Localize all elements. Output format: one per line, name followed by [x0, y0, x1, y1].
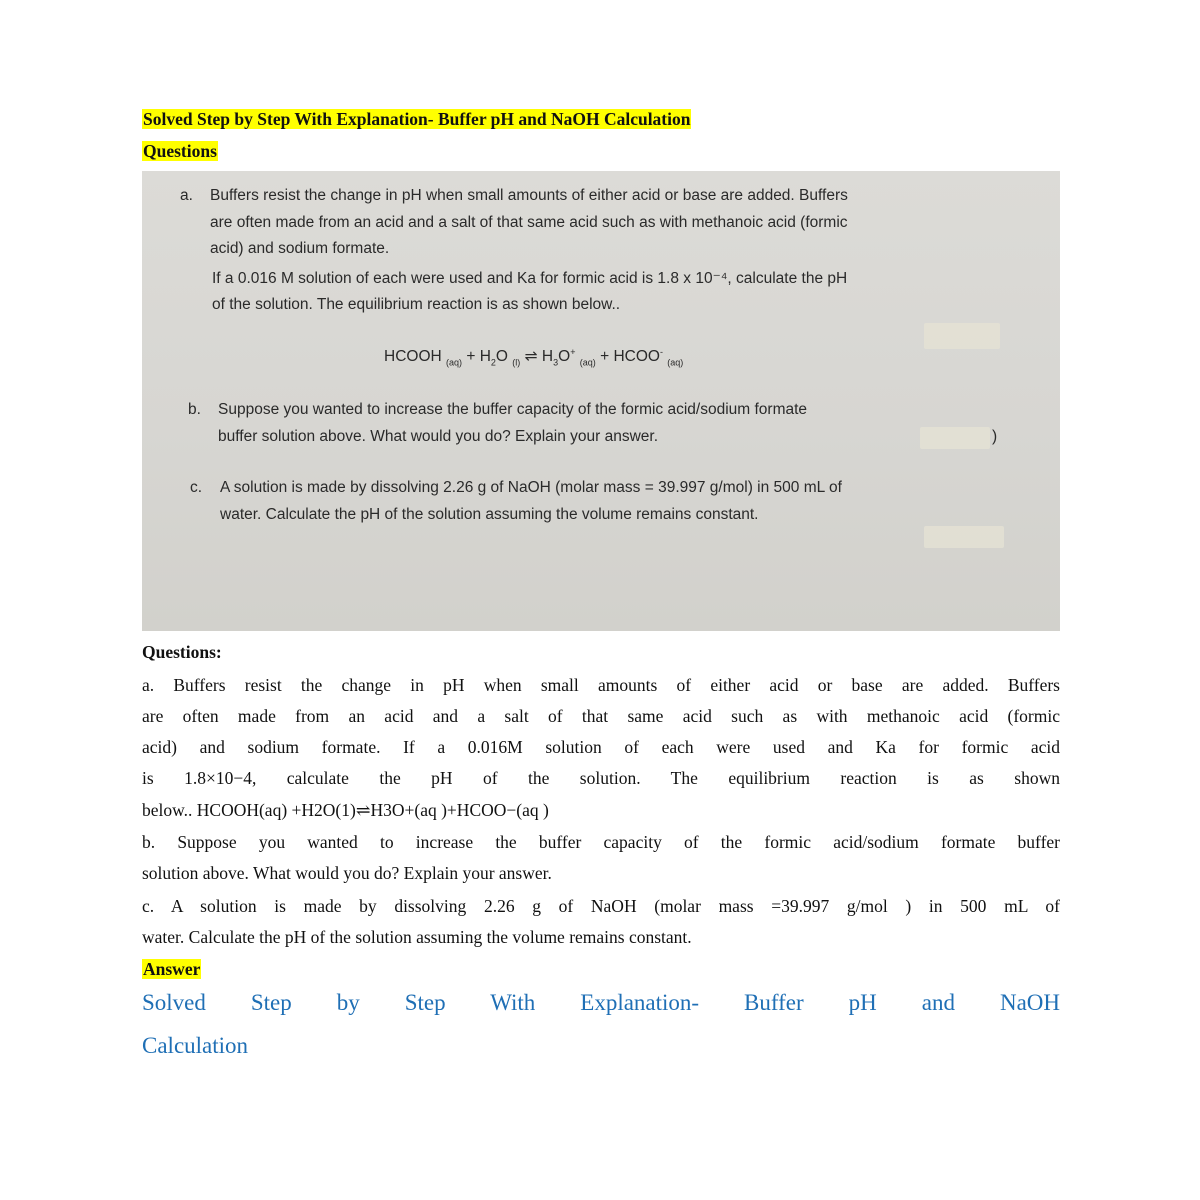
- photo-c-line-2: water. Calculate the pH of the solution assuming the volume remains constant.: [220, 506, 759, 523]
- body-line-2: are often made from an acid and a salt of that same acid such as with methanoic acid (formic: [142, 706, 1060, 726]
- eq-o: O: [495, 348, 508, 366]
- body-line-9: water. Calculate the pH of the solution assuming the volume remains constant.: [142, 927, 692, 947]
- body-line-4: is 1.8×10−4, calculate the pH of the solution. The equilibrium reaction is as shown: [142, 768, 1060, 788]
- photo-bracket: ): [992, 428, 998, 445]
- eq-state-4: (aq): [667, 357, 684, 368]
- photo-a-line-5: of the solution. The equilibrium reaction is as shown below..: [212, 296, 621, 313]
- photo-equation: [384, 347, 683, 367]
- photo-c-line-1: A solution is made by dissolving 2.26 g of NaOH (molar mass = 39.997 g/mol) in 500 mL of: [220, 479, 842, 496]
- photo-a-line-3: acid) and sodium formate.: [210, 240, 390, 257]
- photo-a-line-1: Buffers resist the change in pH when small amounts of either acid or base are added. Buffers: [210, 187, 848, 204]
- answer-highlight: Answer: [143, 959, 201, 979]
- photo-smudge-1: [924, 323, 1000, 349]
- answer-link-line-2[interactable]: Calculation: [142, 1033, 249, 1058]
- eq-sup-minus: -: [659, 347, 663, 357]
- eq-state-1: (aq): [446, 357, 463, 368]
- eq-h3: H: [541, 348, 554, 366]
- questions-highlight: Questions: [143, 141, 217, 161]
- questions-heading: Questions:: [142, 642, 222, 662]
- title-highlight: Solved Step by Step With Explanation- Buffer pH and NaOH Calculation: [143, 109, 691, 129]
- photo-smudge-2: [920, 427, 990, 449]
- questions-label: [142, 140, 218, 162]
- answer-link-line-1[interactable]: Solved Step by Step With Explanation- Buffer pH and NaOH: [142, 990, 1060, 1015]
- question-photo: [142, 171, 1060, 631]
- photo-marker-b: b.: [188, 401, 201, 418]
- eq-sub-2: 2: [490, 357, 496, 368]
- body-line-1: a. Buffers resist the change in pH when small amounts of either acid or base are added. Buffers: [142, 675, 1060, 695]
- answer-label: [142, 958, 201, 980]
- eq-state-2: (l): [512, 357, 521, 368]
- photo-a-line-4: If a 0.016 M solution of each were used and Ka for formic acid is 1.8 x 10⁻⁴, calculate the pH: [212, 270, 848, 287]
- photo-b-line-2: buffer solution above. What would you do? Explain your answer.: [218, 428, 659, 445]
- document-title: [142, 108, 691, 130]
- eq-plus-hcoo: + HCOO: [600, 348, 660, 366]
- body-line-5: below.. HCOOH(aq) +H2O(1)⇌H3O+(aq )+HCOO−(aq ): [142, 800, 549, 820]
- body-line-8: c. A solution is made by dissolving 2.26 g of NaOH (molar mass =39.997 g/mol ) in 500 mL of: [142, 896, 1060, 916]
- eq-hcooh: HCOOH: [384, 348, 442, 366]
- eq-o-plus: O: [558, 348, 571, 366]
- photo-marker-a: a.: [180, 187, 193, 204]
- photo-a-line-2: are often made from an acid and a salt of that same acid such as with methanoic acid (formic: [210, 214, 848, 231]
- body-line-6: b. Suppose you wanted to increase the buffer capacity of the formic acid/sodium formate buffer: [142, 832, 1060, 852]
- eq-plus-h: + H: [466, 348, 491, 366]
- eq-sub-3: 3: [553, 357, 559, 368]
- eq-arrow: ⇌: [524, 348, 538, 366]
- photo-marker-c: c.: [190, 479, 203, 496]
- eq-sup-plus: +: [570, 347, 576, 357]
- photo-b-line-1: Suppose you wanted to increase the buffer capacity of the formic acid/sodium formate: [218, 401, 808, 418]
- photo-smudge-3: [924, 526, 1004, 548]
- eq-state-3: (aq): [579, 357, 596, 368]
- body-line-7: solution above. What would you do? Explain your answer.: [142, 863, 552, 883]
- body-line-3: acid) and sodium formate. If a 0.016M solution of each were used and Ka for formic acid: [142, 737, 1060, 757]
